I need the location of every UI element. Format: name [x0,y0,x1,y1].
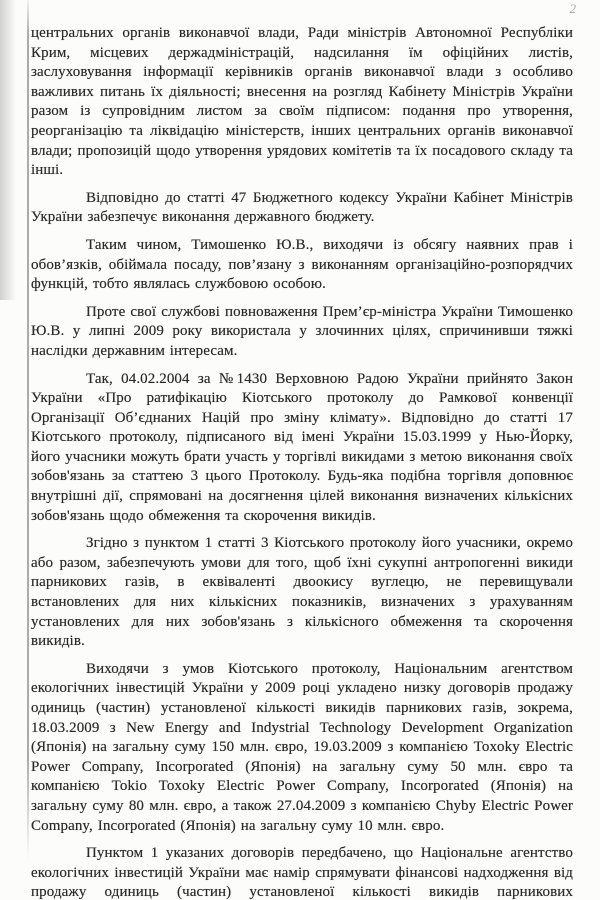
page-number: 2 [569,1,576,16]
paragraph: Згідно з пунктом 1 статті 3 Кіотського протоколу його учасники, окремо або разом, забезпечують умови для того, щоб їхні сукупні антропогенні викиди парникових газів, в еквіваленті двоокису вуглецю, не перевищували встановлених для них кількісних показників, визначених з урахуванням установлених для них зобов'язань з кількісного обмеження та скорочення викидів. [31,535,573,650]
paragraph: Виходячи з умов Кіотського протоколу, Національним агентством екологічних інвестицій України у 2009 році укладено низку договорів продажу одиниць (частин) установленої кількості викидів парникових газів, зокрема, 18.03.2009 з New Energy and Indystrial Technology Development Organization (Японія) на загальну суму 150 млн. євро, 19.03.2009 з компанією Toxoky Electric Power Company, Incorporated (Японія) на загальну суму 50 млн. євро та компанією Tokio Toxoky Electric Power Company, Incorporated (Японія) на загальну суму 80 млн. євро, а також 27.04.2009 з компанією Chyby Electric Power Company, Incorporated (Японія) на загальну суму 10 млн. євро. [31,660,573,834]
paragraph: Таким чином, Тимошенко Ю.В., виходячи із обсягу наявних прав і обов’язків, обіймала посаду, пов’язану з виконанням організаційно-розпорядчих функцій, тобто являлась службовою особою. [31,236,573,293]
scan-artifact-vertical-line [27,0,29,860]
document-body [31,24,573,900]
paragraph-cut-off-at-page-bottom: Пунктом 1 указаних договорів передбачено, що Національне агентство екологічних інвестицій України має намір спрямувати фінансові надходження від продажу одиниць (частин) установленої кількості викидів парникових [31,845,573,900]
paragraph: Так, 04.02.2004 за №1430 Верховною Радою України прийнято Закон України «Про ратифікацію Кіотського протоколу до Рамкової конвенції Організації Об’єднаних Націй про зміну клімату». Відповідно до статті 17 Кіотського протоколу, підписаного від імені України 15.03.1999 у Нью-Йорку, його учасники можуть брати участь у торгівлі викидами з метою виконання своїх зобов'язань за статтею 3 цього Протоколу. Будь-яка подібна торгівля доповнює внутрішні дії, спрямовані на досягнення цілей виконання визначених кількісних зобов'язань щодо обмеження та скорочення викидів. [31,370,573,524]
paragraph: Відповідно до статті 47 Бюджетного кодексу України Кабінет Міністрів України забезпечує виконання державного бюджету. [31,189,573,226]
paragraph: Проте свої службові повноваження Прем’єр-міністра України Тимошенко Ю.В. у липні 2009 року використала у злочинних цілях, спричинивши тяжкі наслідки державним інтересам. [31,303,573,359]
paragraph-continuation: центральних органів виконавчої влади, Ради міністрів Автономної Республіки Крим, місцевих держадміністрацій, надсилання їм офіційних листів, заслуховування інформації керівників органів виконавчої влади з особливо важливих питань їх діяльності; внесення на розгляд Кабінету Міністрів України разом із супровідним листом за своїм підписом: подання про утворення, реорганізацію та ліквідацію міністерств, інших центральних органів виконавчої влади; пропозицій щодо утворення урядових комітетів та їх посадового складу та інші. [31,25,573,179]
